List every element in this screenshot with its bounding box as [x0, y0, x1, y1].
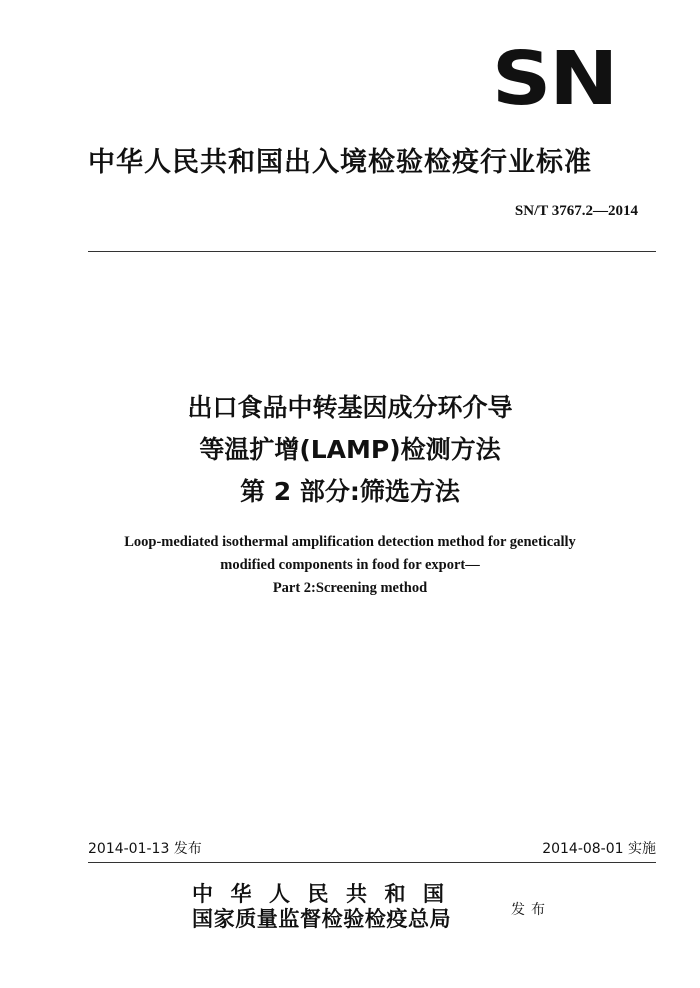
publisher-country: 中华人民共和国 [192, 881, 462, 906]
organization-title: 中华人民共和国出入境检验检疫行业标准 [88, 147, 592, 178]
issue-date: 2014-01-13 发布 [88, 841, 202, 857]
title-en-line-1: Loop-mediated isothermal amplification detection method for genetically [124, 534, 576, 550]
title-en-line-2: modified components in food for export— [220, 557, 480, 573]
sn-logo: SN [491, 36, 617, 122]
publisher-agency: 国家质量监督检验检疫总局 [192, 906, 452, 931]
top-divider [88, 251, 656, 252]
bottom-divider [88, 862, 656, 863]
publisher-block [192, 882, 502, 932]
publish-label: 发布 [511, 902, 551, 918]
title-zh-line-1: 出口食品中转基因成分环介导 [187, 393, 513, 422]
title-zh-line-2: 等温扩增(LAMP)检测方法 [199, 435, 501, 464]
standard-code: SN/T 3767.2—2014 [514, 203, 638, 219]
implementation-date: 2014-08-01 实施 [542, 841, 656, 857]
title-zh-line-3: 第 2 部分:筛选方法 [240, 477, 460, 506]
title-en-line-3: Part 2:Screening method [272, 580, 428, 596]
